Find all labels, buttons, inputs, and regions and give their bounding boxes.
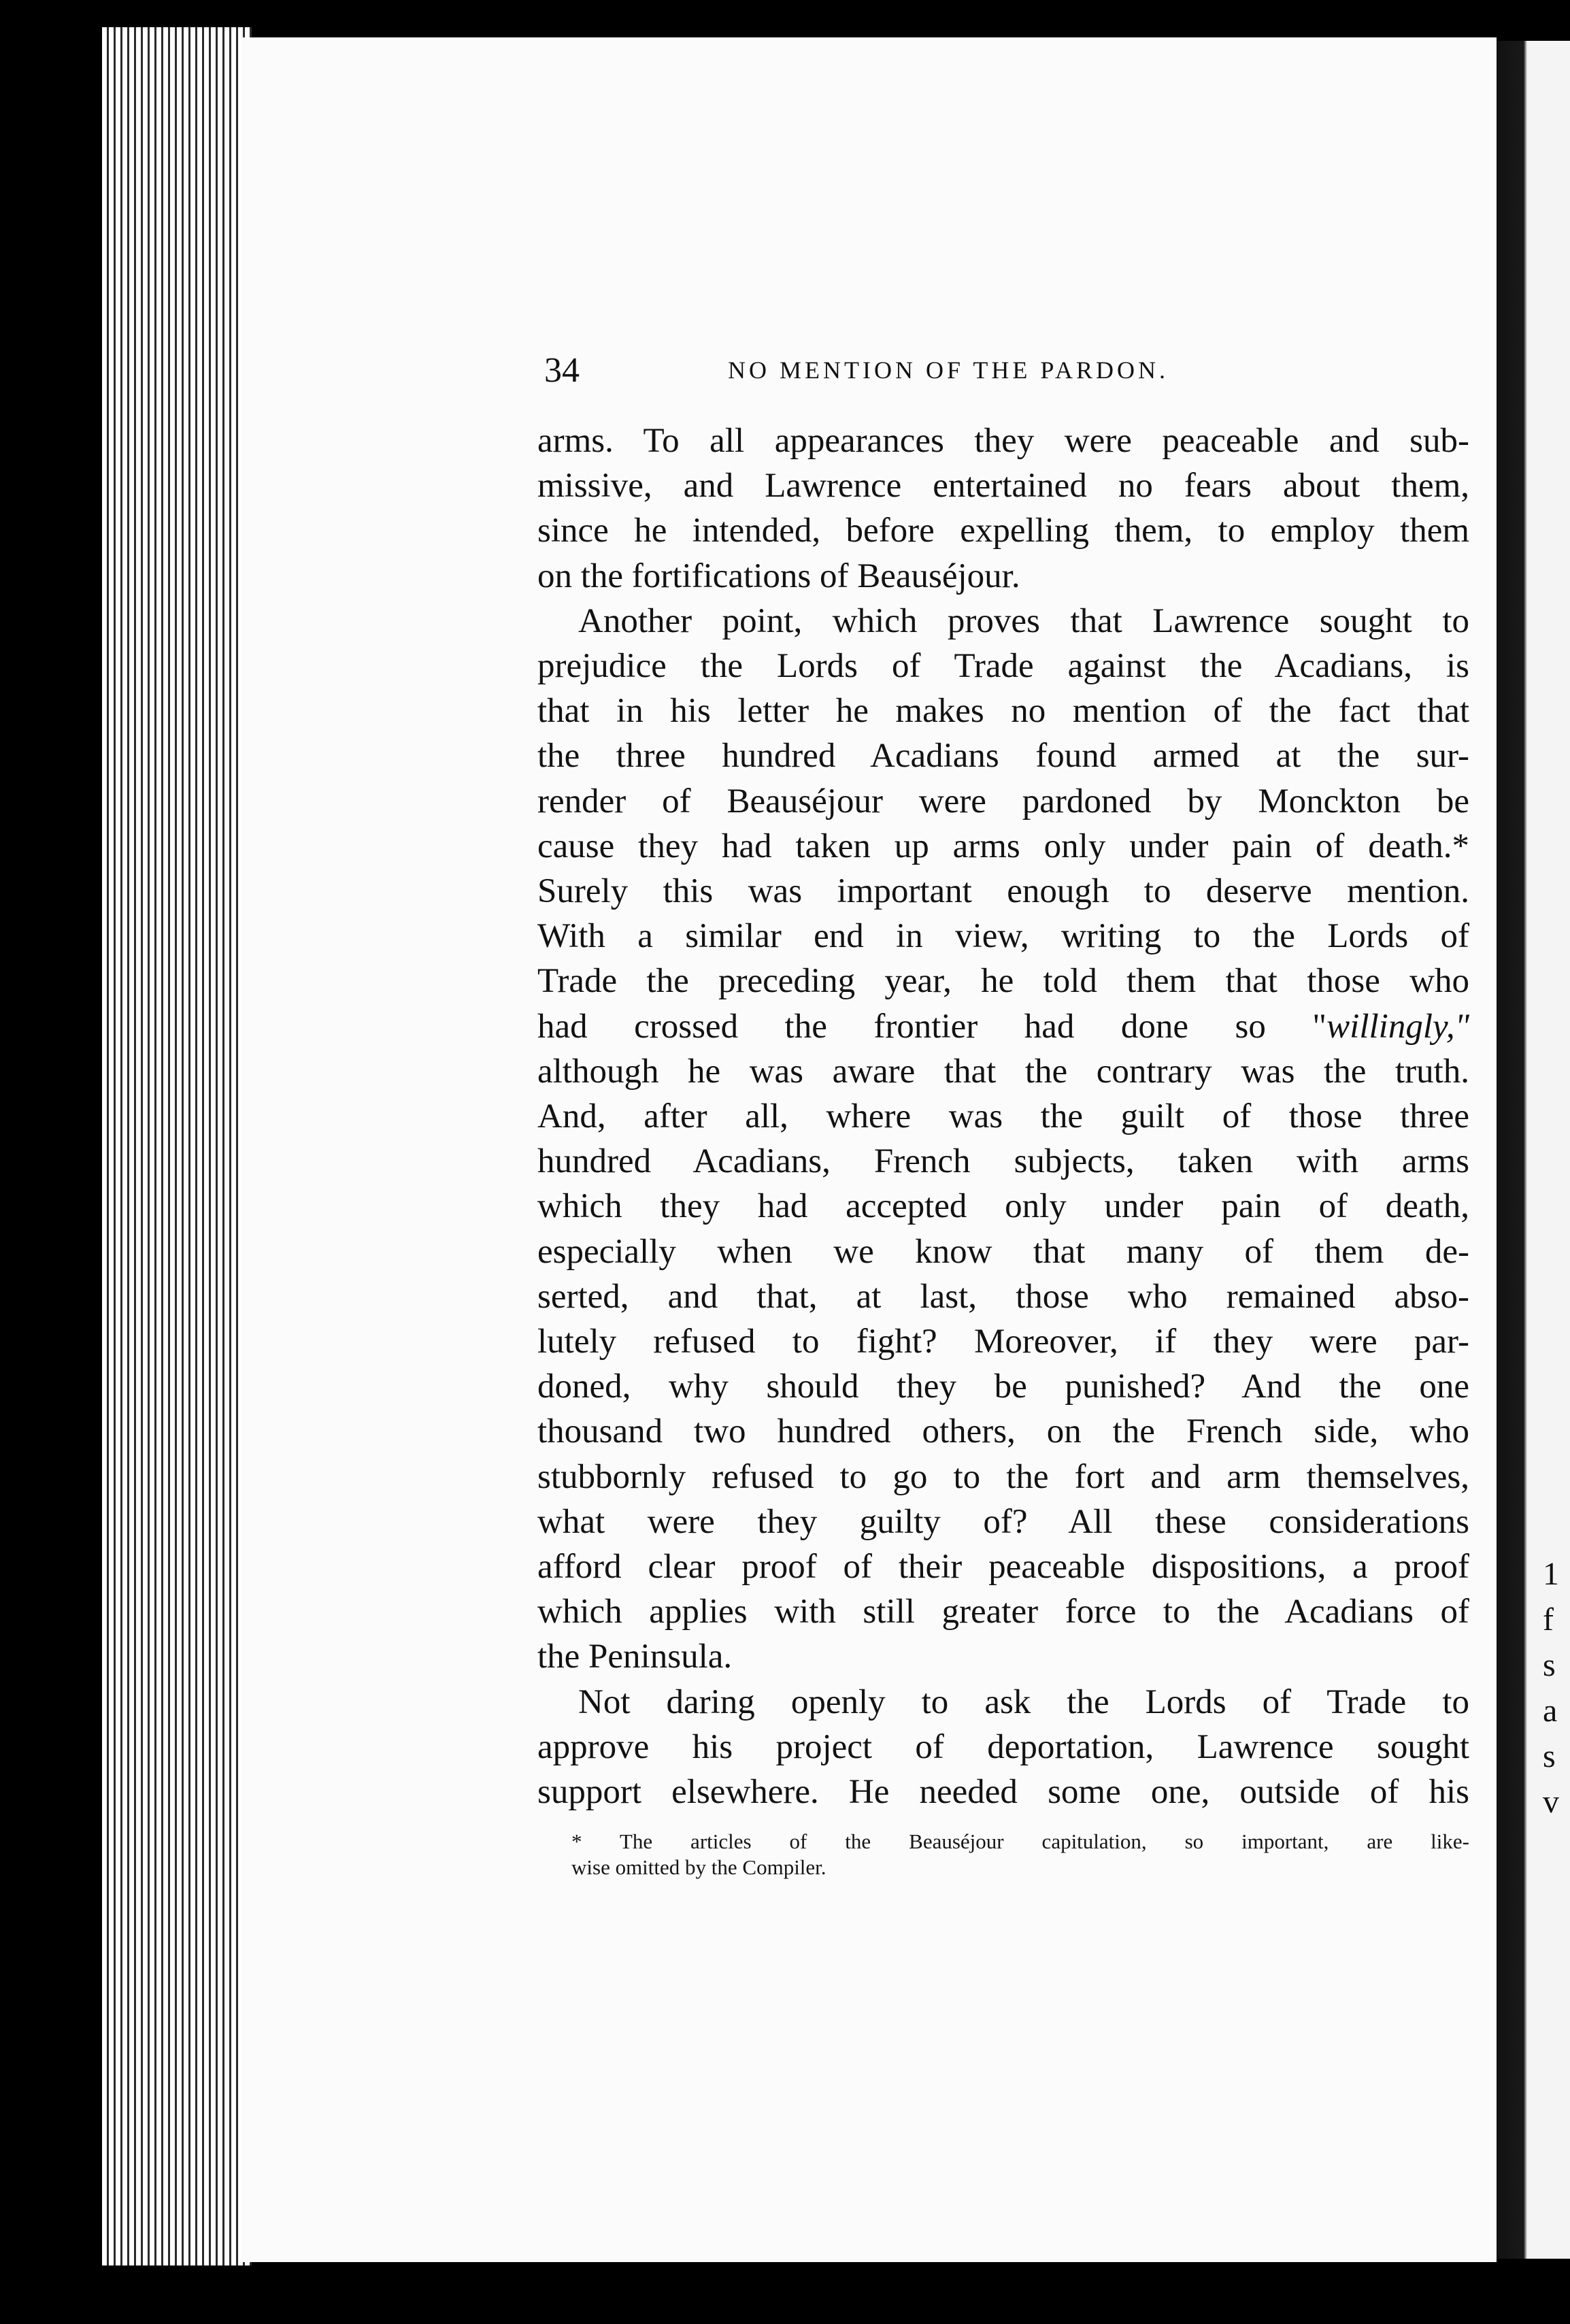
footnote-line: * The articles of the Beauséjour capitulation, so important, are like- xyxy=(571,1829,1469,1853)
text-line: Trade the preceding year, he told them that those who xyxy=(537,962,1469,1001)
page-number: 34 xyxy=(544,351,580,390)
text-line-prefix: had crossed the frontier had done so " xyxy=(537,1007,1327,1046)
bleed-letters xyxy=(1543,1551,1570,1825)
text-line: cause they had taken up arms only under pain of death.* xyxy=(537,827,1469,865)
text-line: especially when we know that many of them de- xyxy=(537,1232,1469,1271)
text-line: prejudice the Lords of Trade against the Acadians, is xyxy=(537,647,1469,686)
text-line: afford clear proof of their peaceable dispositions, a proof xyxy=(537,1548,1469,1587)
text-line: which applies with still greater force to the Acadians of xyxy=(537,1593,1469,1631)
page-header xyxy=(544,350,1459,398)
text-line: Another point, which proves that Lawrence sought to xyxy=(578,601,1469,640)
text-line: hundred Acadians, French subjects, taken with arms xyxy=(537,1142,1469,1181)
body-text xyxy=(537,418,1469,1814)
text-line: the Peninsula. xyxy=(537,1638,733,1676)
text-line: doned, why should they be punished? And the one xyxy=(537,1367,1469,1406)
text-line: serted, and that, at last, those who remained abso- xyxy=(537,1277,1469,1316)
text-line: approve his project of deportation, Lawrence sought xyxy=(537,1727,1469,1766)
text-line: render of Beauséjour were pardoned by Monckton be xyxy=(537,782,1469,820)
text-line: stubbornly refused to go to the fort and arm themselves, xyxy=(537,1457,1469,1496)
text-line: on the fortifications of Beauséjour. xyxy=(537,557,1020,595)
text-line: what were they guilty of? All these considerations xyxy=(537,1502,1469,1541)
text-line: arms. To all appearances they were peaceable and sub- xyxy=(537,422,1469,460)
text-line-with-italic xyxy=(537,1004,1469,1049)
text-line: support elsewhere. He needed some one, outside of his xyxy=(537,1773,1469,1812)
text-line: lutely refused to fight? Moreover, if they were par- xyxy=(537,1323,1469,1361)
bleed-letter: s xyxy=(1543,1738,1556,1774)
italic-word: willingly," xyxy=(1326,1007,1469,1046)
bleed-letter: 1 xyxy=(1543,1556,1559,1592)
text-line: that in his letter he makes no mention of the fact that xyxy=(537,692,1469,731)
text-line: which they had accepted only under pain of death, xyxy=(537,1187,1469,1226)
page-edges xyxy=(102,27,252,2265)
bleed-letter: a xyxy=(1543,1693,1558,1729)
text-line: And, after all, where was the guilt of those three xyxy=(537,1097,1469,1136)
text-line: Not daring openly to ask the Lords of Trade to xyxy=(578,1682,1469,1721)
footnote xyxy=(571,1829,1469,1880)
footnote-line: wise omitted by the Compiler. xyxy=(571,1855,826,1879)
text-line: Surely this was important enough to deserve mention. xyxy=(537,872,1469,911)
bleed-letter: f xyxy=(1543,1601,1554,1638)
next-page-edge xyxy=(1497,41,1570,2259)
text-line: although he was aware that the contrary was the truth. xyxy=(537,1052,1469,1091)
text-line: missive, and Lawrence entertained no fears about them, xyxy=(537,467,1469,505)
bleed-letter: v xyxy=(1543,1784,1559,1820)
text-line: With a similar end in view, writing to the Lords of xyxy=(537,917,1469,956)
bleed-letter: s xyxy=(1543,1647,1556,1683)
running-head: NO MENTION OF THE PARDON. xyxy=(728,356,1169,384)
text-line: thousand two hundred others, on the French side, who xyxy=(537,1412,1469,1451)
text-line: the three hundred Acadians found armed at the sur- xyxy=(537,737,1469,776)
text-line: since he intended, before expelling them, to employ them xyxy=(537,512,1469,550)
